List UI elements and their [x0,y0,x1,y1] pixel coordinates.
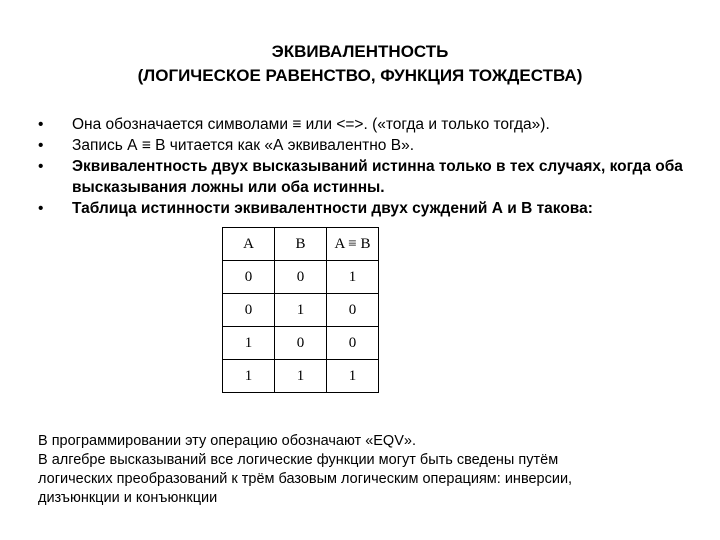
table-cell: 1 [223,360,275,393]
table-cell: 0 [327,327,379,360]
page-title [0,40,720,88]
note-line: дизъюнкции и конъюнкции [38,490,218,506]
column-header: A ≡ B [327,228,379,261]
column-header: A [223,228,275,261]
table-cell: 1 [223,327,275,360]
bullet-icon: • [38,116,44,133]
table-cell: 1 [275,360,327,393]
table-cell: 1 [327,360,379,393]
table-header-row [223,228,379,261]
table-row [223,327,379,360]
bullet-item [38,198,688,219]
bullet-icon: • [38,158,44,175]
table-cell: 0 [223,261,275,294]
table-row [223,261,379,294]
title-line-1: ЭКВИВАЛЕНТНОСТЬ [271,42,449,61]
bullet-list [38,114,688,219]
note-line: В программировании эту операцию обозначают «EQV». [38,433,416,449]
notes-block [38,432,698,508]
bullet-icon: • [38,137,44,154]
note-line: логических преобразований к трём базовым логическим операциям: инверсии, [38,471,573,487]
bullet-text: Эквивалентность двух высказываний истинна только в тех случаях, когда оба высказывания ложны или оба истинны. [72,158,683,196]
bullet-text: Она обозначается символами ≡ или <=>. («тогда и только тогда»). [72,116,550,133]
bullet-icon: • [38,200,44,217]
column-header: B [275,228,327,261]
truth-table [222,227,379,393]
table-cell: 1 [275,294,327,327]
table-cell: 0 [223,294,275,327]
table-cell: 0 [327,294,379,327]
table-row [223,360,379,393]
note-line: В алгебре высказываний все логические функции могут быть сведены путём [38,452,559,468]
bullet-item [38,135,688,156]
bullet-item [38,114,688,135]
title-line-2: (ЛОГИЧЕСКОЕ РАВЕНСТВО, ФУНКЦИЯ ТОЖДЕСТВА) [137,66,583,85]
table-cell: 0 [275,327,327,360]
bullet-item [38,156,688,198]
table-cell: 1 [327,261,379,294]
table-cell: 0 [275,261,327,294]
bullet-text: Таблица истинности эквивалентности двух суждений А и В такова: [72,200,593,217]
table-row [223,294,379,327]
bullet-text: Запись А ≡ В читается как «А эквивалентно В». [72,137,414,154]
